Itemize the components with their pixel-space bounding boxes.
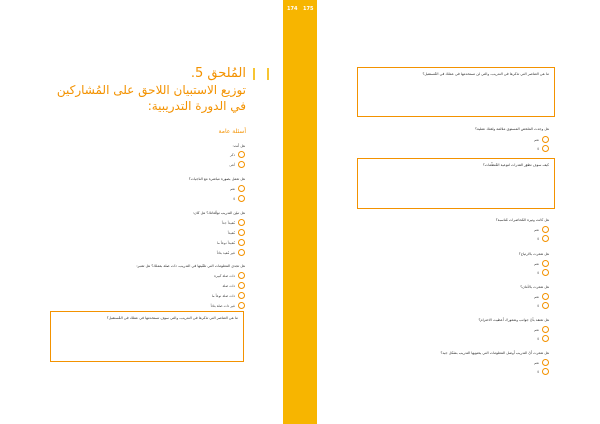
option-no[interactable]: لا xyxy=(537,335,549,342)
option-no[interactable]: لا xyxy=(537,302,549,309)
radio-circle[interactable] xyxy=(238,185,245,192)
option-somewhat-relevant[interactable]: ذات صلة نوعاً ما xyxy=(212,292,245,299)
option-male[interactable]: ذكر xyxy=(230,151,245,158)
answer-box-capacity[interactable] xyxy=(357,158,555,209)
box-question: ما هي العناصر التي تذكرها في التدريب، والتي لن تستخدمها في عملك في المُستقبل؟ xyxy=(422,72,549,76)
option-yes[interactable]: نعم xyxy=(534,136,549,143)
question-work-direct: هل تعمل بصورة مباشرة مع الناجيات؟ xyxy=(188,177,245,181)
page-number-174: 174 xyxy=(287,6,298,12)
appendix-heading-line1: توزيع الاستبيان اللاحق على المُشاركين xyxy=(56,83,246,97)
radio-circle[interactable] xyxy=(238,239,245,246)
radio-circle[interactable] xyxy=(238,195,245,202)
radio-circle[interactable] xyxy=(542,368,549,375)
radio-circle[interactable] xyxy=(542,136,549,143)
option-somewhat-useful[interactable]: مُفيداً نوعاً ما xyxy=(217,239,245,246)
option-no[interactable]: لا xyxy=(537,368,549,375)
question-respect: هل تعتقد بأنّ جوانب وشعورك أعطيت الاحترام؟ xyxy=(478,318,549,322)
radio-circle[interactable] xyxy=(238,302,245,309)
question-relevance: هل تجدي المعلومات التي تلقّيتها في التدريب، ذات صلة بعملك؟ هل تعتبر: xyxy=(136,264,245,268)
radio-circle[interactable] xyxy=(238,282,245,289)
radio-circle[interactable] xyxy=(238,272,245,279)
option-relevant[interactable]: ذات صلة xyxy=(222,282,245,289)
question-pace: هل كانت وتيرة المُحاضرات مُناسبة؟ xyxy=(495,218,549,222)
question-safety: هل شعرت بالأمان؟ xyxy=(520,285,549,289)
radio-circle[interactable] xyxy=(542,226,549,233)
radio-circle[interactable] xyxy=(542,335,549,342)
binding-spine xyxy=(283,0,317,424)
question-content-level: هل وجدت الملخص المستوى ملائمة ولغتك عملية؟ xyxy=(475,127,549,131)
box-question: ما هي العناصر التي تذكرها في التدريب، والتي سوف تستخدمها في عملك في المُستقبل؟ xyxy=(106,316,238,320)
margin-mark xyxy=(253,68,255,80)
radio-circle[interactable] xyxy=(238,249,245,256)
radio-circle[interactable] xyxy=(542,260,549,267)
question-gender: هل أنت: xyxy=(232,144,245,148)
page-175 xyxy=(0,0,283,424)
option-yes[interactable]: نعم xyxy=(534,226,549,233)
option-very-relevant[interactable]: ذات صلة كبيرة xyxy=(214,272,245,279)
box-question: كيف سوف تطوّر القدرات لتوعية المُنظّمات؟ xyxy=(482,163,549,167)
radio-circle[interactable] xyxy=(238,292,245,299)
question-expectations: هل تبيّن التدريب توقّعاتك؟ هل كان: xyxy=(192,211,245,215)
option-yes[interactable]: نعم xyxy=(534,359,549,366)
answer-box-not-use[interactable] xyxy=(357,67,555,117)
option-no[interactable]: لا xyxy=(537,145,549,152)
option-not-useful[interactable]: غير مُفيد بتاتاً xyxy=(217,249,245,256)
radio-circle[interactable] xyxy=(542,359,549,366)
option-yes[interactable]: نعم xyxy=(534,326,549,333)
section-label: أسئلة عامة xyxy=(218,128,246,135)
radio-circle[interactable] xyxy=(238,161,245,168)
radio-circle[interactable] xyxy=(238,151,245,158)
appendix-heading-line2: في الدورة التدريبية: xyxy=(147,99,246,113)
option-no[interactable]: لا xyxy=(537,235,549,242)
page-174 xyxy=(317,0,600,424)
radio-circle[interactable] xyxy=(542,269,549,276)
option-yes[interactable]: نعم xyxy=(534,293,549,300)
option-yes[interactable]: نعم xyxy=(230,185,245,192)
question-comfort: هل شعرت بالارتياح؟ xyxy=(518,252,549,256)
option-useful[interactable]: مُفيداً xyxy=(228,229,245,236)
option-no[interactable]: لا xyxy=(537,269,549,276)
option-no[interactable]: لا xyxy=(233,195,245,202)
appendix-title xyxy=(57,66,246,114)
appendix-number: المُلحق 5. xyxy=(190,66,246,81)
option-female[interactable]: أنثى xyxy=(229,161,245,168)
radio-circle[interactable] xyxy=(542,293,549,300)
radio-circle[interactable] xyxy=(542,302,549,309)
option-yes[interactable]: نعم xyxy=(534,260,549,267)
radio-circle[interactable] xyxy=(542,145,549,152)
radio-circle[interactable] xyxy=(542,235,549,242)
radio-circle[interactable] xyxy=(238,219,245,226)
radio-circle[interactable] xyxy=(238,229,245,236)
option-very-useful[interactable]: مُفيداً جداً xyxy=(222,219,245,226)
page-number-175: 175 xyxy=(303,6,314,12)
question-info-delivered: هل شعرت أنّ التدريب أوصل المعلومات التي يحتويها التدريب بشكل جيد؟ xyxy=(440,351,549,355)
radio-circle[interactable] xyxy=(542,326,549,333)
margin-mark xyxy=(267,68,269,80)
answer-box-future-use[interactable] xyxy=(50,311,244,362)
option-not-relevant[interactable]: غير ذات صلة بتاتاً xyxy=(211,302,245,309)
